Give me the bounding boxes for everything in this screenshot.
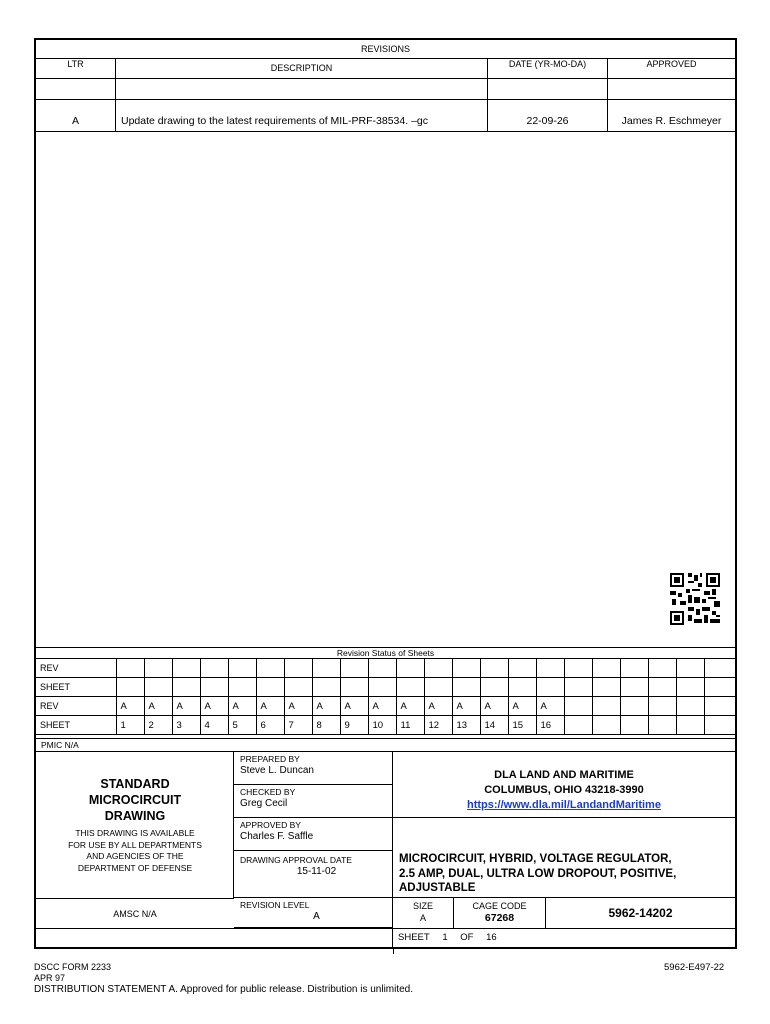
revision-description: Update drawing to the latest requirements of MIL-PRF-38534. –gc xyxy=(116,100,488,131)
agency-block xyxy=(393,752,735,818)
rev-cell: A xyxy=(424,697,452,716)
pmic-label: PMIC N/A xyxy=(36,738,735,751)
title-block xyxy=(36,751,735,947)
sheet-cell: 2 xyxy=(144,716,172,735)
agency-link[interactable]: https://www.dla.mil/LandandMaritime xyxy=(467,799,661,811)
form-date: APR 97 xyxy=(34,973,66,983)
sheet-cell: 4 xyxy=(200,716,228,735)
sheet-cell: 6 xyxy=(256,716,284,735)
sheet-cell: 7 xyxy=(284,716,312,735)
sheet-cell: 9 xyxy=(340,716,368,735)
approved-by-field: APPROVED BY Charles F. Saffle xyxy=(234,818,393,851)
status-row xyxy=(36,716,735,735)
checked-by-field: CHECKED BY Greg Cecil xyxy=(234,785,393,818)
revision-status-title: Revision Status of Sheets xyxy=(36,647,735,658)
sheet-cell: 13 xyxy=(452,716,480,735)
approved-header: APPROVED xyxy=(646,59,697,69)
standard-title: STANDARD MICROCIRCUIT DRAWING xyxy=(88,777,182,823)
rev-cell: A xyxy=(312,697,340,716)
ltr-header: LTR xyxy=(36,59,116,78)
distribution-statement: DISTRIBUTION STATEMENT A. Approved for public release. Distribution is unlimited. xyxy=(34,984,414,995)
agency-name: DLA LAND AND MARITIME xyxy=(494,769,634,781)
prepared-by-field: PREPARED BY Steve L. Duncan xyxy=(234,752,393,785)
revision-level-field: REVISION LEVEL A xyxy=(234,898,393,928)
qr-code-icon xyxy=(670,573,720,625)
sheet-cell: 15 xyxy=(508,716,536,735)
rev-cell: A xyxy=(256,697,284,716)
row-label: REV xyxy=(36,659,116,678)
status-row xyxy=(36,659,735,678)
standard-drawing-block xyxy=(36,752,234,898)
rev-cell: A xyxy=(396,697,424,716)
revision-row xyxy=(36,100,735,131)
footer xyxy=(34,962,413,995)
availability-notice: THIS DRAWING IS AVAILABLE FOR USE BY ALL DEPARTMENTS AND AGENCIES OF THE DEPARTMENT OF DEFENSE xyxy=(68,828,202,873)
rev-cell: A xyxy=(228,697,256,716)
sheet-cell: 5 xyxy=(228,716,256,735)
sheet-cell: 10 xyxy=(368,716,396,735)
drawing-number: 5962-14202 xyxy=(608,906,673,920)
approval-date-field: DRAWING APPROVAL DATE 15-11-02 xyxy=(234,851,393,898)
rev-cell: A xyxy=(172,697,200,716)
revisions-title: REVISIONS xyxy=(36,40,735,59)
rev-cell: A xyxy=(284,697,312,716)
revision-letter: A xyxy=(36,100,116,131)
sheet-cell: 14 xyxy=(480,716,508,735)
rev-cell: A xyxy=(536,697,564,716)
amsc-label: AMSC N/A xyxy=(36,898,234,928)
agency-address: COLUMBUS, OHIO 43218-3990 xyxy=(484,784,644,796)
row-label: SHEET xyxy=(36,716,116,735)
row-label: REV xyxy=(36,697,116,716)
sheet-cell: 3 xyxy=(172,716,200,735)
rev-cell: A xyxy=(200,697,228,716)
rev-cell: A xyxy=(480,697,508,716)
signature-block xyxy=(234,752,393,948)
form-number: DSCC FORM 2233 xyxy=(34,962,112,972)
status-row xyxy=(36,678,735,697)
part-title: MICROCIRCUIT, HYBRID, VOLTAGE REGULATOR, 2.5 AMP, DUAL, ULTRA LOW DROPOUT, POSITIVE, ADJUSTABLE xyxy=(393,818,735,898)
sheet-cell: 12 xyxy=(424,716,452,735)
cage-code-field: CAGE CODE 67268 xyxy=(454,898,546,928)
revision-date: 22-09-26 xyxy=(488,100,608,131)
revision-approver: James R. Eschmeyer xyxy=(621,115,722,127)
rev-cell: A xyxy=(340,697,368,716)
row-label: SHEET xyxy=(36,678,116,697)
sheet-cell: 11 xyxy=(396,716,424,735)
revisions-blank-row xyxy=(36,79,735,100)
document-code: 5962-E497-22 xyxy=(664,962,725,973)
rev-cell: A xyxy=(508,697,536,716)
rev-cell: A xyxy=(368,697,396,716)
sheet-cell: 8 xyxy=(312,716,340,735)
sheet-cell: 16 xyxy=(536,716,564,735)
size-field: SIZE A xyxy=(393,898,454,928)
sheet-cell: 1 xyxy=(116,716,144,735)
rev-cell: A xyxy=(452,697,480,716)
description-header: DESCRIPTION xyxy=(116,59,488,78)
revisions-header-row xyxy=(36,59,735,79)
revision-status-grid xyxy=(36,658,735,735)
date-header: DATE (YR-MO-DA) xyxy=(488,59,608,78)
drawing-frame xyxy=(34,38,737,949)
status-row xyxy=(36,697,735,716)
rev-cell: A xyxy=(116,697,144,716)
sheet-field: SHEET 1 OF 16 xyxy=(393,928,735,948)
rev-cell: A xyxy=(144,697,172,716)
